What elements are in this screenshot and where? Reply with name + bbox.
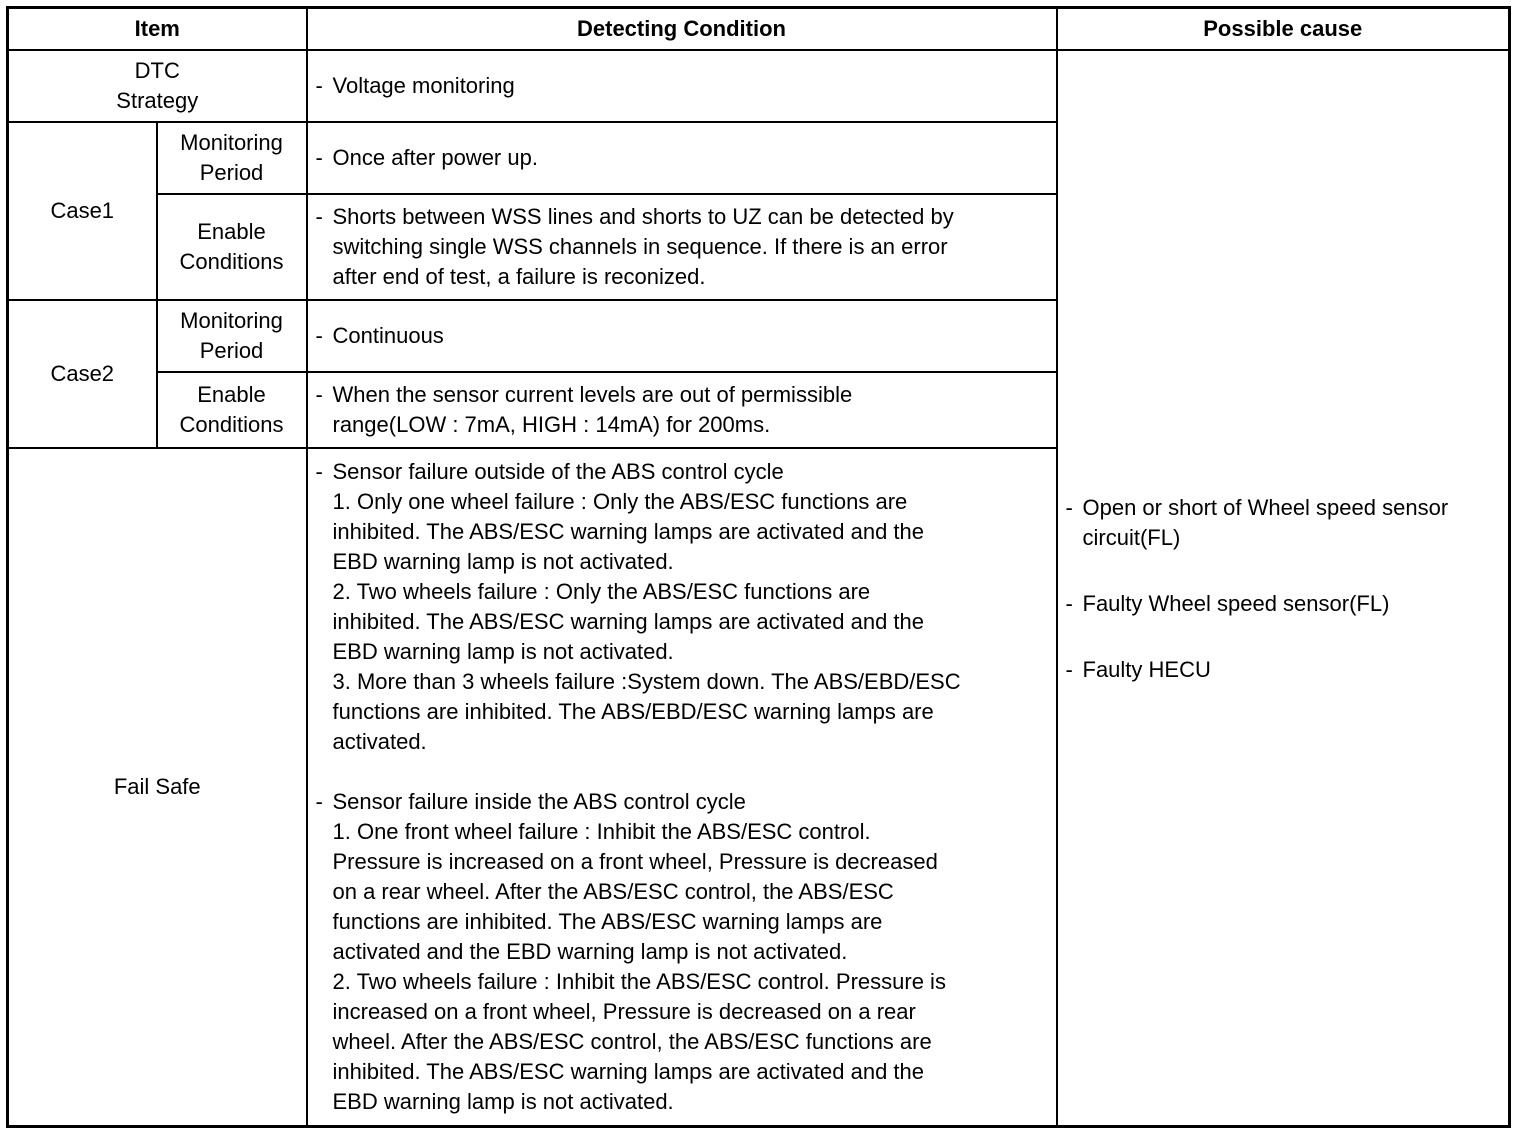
fail-safe-inside-line: on a rear wheel. After the ABS/ESC control, the ABS/ESC (332, 879, 894, 904)
dash: - (315, 145, 323, 170)
dash: - (315, 459, 323, 484)
case2-monitoring-label-line2: Period (199, 338, 264, 363)
dash: - (1065, 657, 1073, 682)
case1-monitoring-period-label (157, 122, 307, 194)
dash: - (315, 789, 323, 814)
case2-monitoring-period-cell (307, 300, 1057, 372)
fail-safe-inside-line: increased on a front wheel, Pressure is decreased on a rear (332, 999, 916, 1024)
case1-monitoring-period: Once after power up. (332, 145, 538, 170)
fail-safe-outside-title: Sensor failure outside of the ABS control cycle (332, 459, 784, 484)
case1-enable-conditions-cell (307, 194, 1057, 300)
case1-monitoring-label-line1: Monitoring (180, 130, 283, 155)
fail-safe-inside-line: wheel. After the ABS/ESC control, the ABS/ESC functions are (332, 1029, 932, 1054)
fail-safe-outside-line: 3. More than 3 wheels failure :System down. The ABS/EBD/ESC (332, 669, 961, 694)
case1-enable-label-line2: Conditions (179, 249, 284, 274)
dtc-strategy-label (8, 50, 307, 122)
dtc-strategy-label-line2: Strategy (116, 88, 199, 113)
fail-safe-outside-line: activated. (332, 729, 427, 754)
fail-safe-outside-line: functions are inhibited. The ABS/EBD/ESC warning lamps are (332, 699, 934, 724)
header-detecting-condition: Detecting Condition (307, 8, 1057, 51)
dash: - (1065, 495, 1073, 520)
case2-enable-line: range(LOW : 7mA, HIGH : 14mA) for 200ms. (332, 412, 771, 437)
case1-enable-conditions-label (157, 194, 307, 300)
dtc-strategy-label-line1: DTC (134, 58, 180, 83)
case2-enable-conditions-cell (307, 372, 1057, 448)
dash: - (315, 204, 323, 229)
case1-enable-label-line1: Enable (197, 219, 266, 244)
case1-enable-line: Shorts between WSS lines and shorts to UZ can be detected by (332, 204, 954, 229)
fail-safe-label: Fail Safe (8, 448, 307, 1127)
possible-cause-cell (1057, 50, 1510, 1127)
dash: - (315, 73, 323, 98)
header-item: Item (8, 8, 307, 51)
case2-enable-label-line1: Enable (197, 382, 266, 407)
fail-safe-inside-line: 1. One front wheel failure : Inhibit the ABS/ESC control. (332, 819, 871, 844)
fail-safe-inside-line: 2. Two wheels failure : Inhibit the ABS/ESC control. Pressure is (332, 969, 946, 994)
cause-3: Faulty HECU (1082, 657, 1211, 682)
dash: - (315, 382, 323, 407)
dash: - (315, 323, 323, 348)
dtc-table (6, 6, 1511, 1128)
case2-enable-label-line2: Conditions (179, 412, 284, 437)
cause-1-line2: circuit(FL) (1082, 525, 1181, 550)
fail-safe-outside-line: EBD warning lamp is not activated. (332, 639, 674, 664)
case2-label: Case2 (8, 300, 157, 448)
fail-safe-outside-line: inhibited. The ABS/ESC warning lamps are activated and the (332, 519, 924, 544)
fail-safe-inside-line: functions are inhibited. The ABS/ESC warning lamps are (332, 909, 883, 934)
fail-safe-inside-line: activated and the EBD warning lamp is not activated. (332, 939, 848, 964)
case2-monitoring-label-line1: Monitoring (180, 308, 283, 333)
fail-safe-outside-line: 2. Two wheels failure : Only the ABS/ESC functions are (332, 579, 871, 604)
case1-label: Case1 (8, 122, 157, 300)
fail-safe-inside-line: Pressure is increased on a front wheel, Pressure is decreased (332, 849, 938, 874)
fail-safe-outside-line: EBD warning lamp is not activated. (332, 549, 674, 574)
fail-safe-cell (307, 448, 1057, 1127)
fail-safe-outside-line: inhibited. The ABS/ESC warning lamps are activated and the (332, 609, 924, 634)
fail-safe-inside-title: Sensor failure inside the ABS control cycle (332, 789, 746, 814)
case1-enable-line: switching single WSS channels in sequence. If there is an error (332, 234, 948, 259)
cause-1-line1: Open or short of Wheel speed sensor (1082, 495, 1449, 520)
dash: - (1065, 591, 1073, 616)
case2-enable-line: When the sensor current levels are out of permissible (332, 382, 853, 407)
dtc-strategy-condition-cell (307, 50, 1057, 122)
header-possible-cause: Possible cause (1057, 8, 1510, 51)
case1-monitoring-label-line2: Period (199, 160, 264, 185)
dtc-strategy-condition: Voltage monitoring (332, 73, 515, 98)
fail-safe-inside-line: inhibited. The ABS/ESC warning lamps are activated and the (332, 1059, 924, 1084)
case2-monitoring-period: Continuous (332, 323, 444, 348)
fail-safe-outside-line: 1. Only one wheel failure : Only the ABS/ESC functions are (332, 489, 908, 514)
case1-enable-line: after end of test, a failure is reconized. (332, 264, 706, 289)
case2-enable-conditions-label (157, 372, 307, 448)
cause-2: Faulty Wheel speed sensor(FL) (1082, 591, 1390, 616)
fail-safe-inside-line: EBD warning lamp is not activated. (332, 1089, 674, 1114)
case1-monitoring-period-cell (307, 122, 1057, 194)
case2-monitoring-period-label (157, 300, 307, 372)
